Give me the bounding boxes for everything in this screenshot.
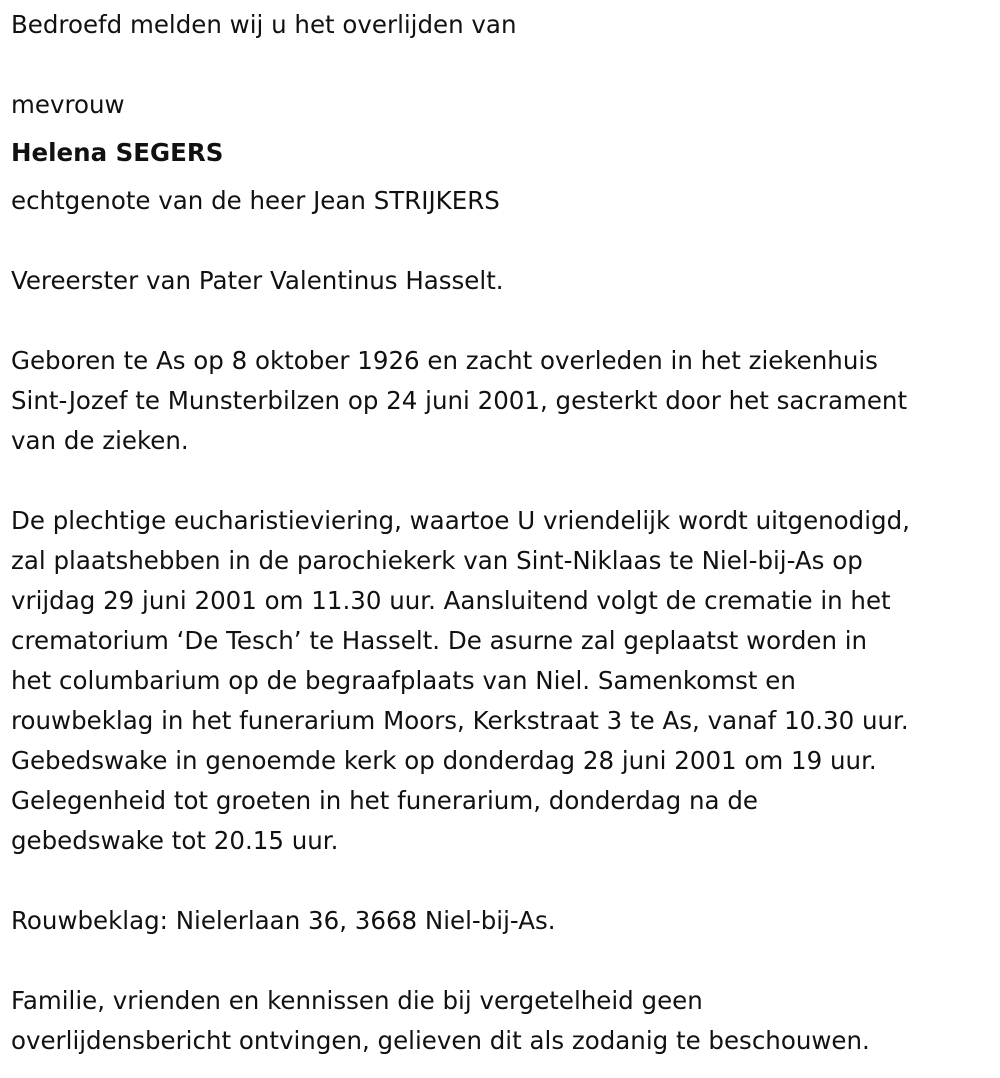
devotion-line: Vereerster van Pater Valentinus Hasselt. [11,266,504,295]
ceremony-line-1: De plechtige eucharistieviering, waartoe U vriendelijk wordt uitgenodigd, [11,506,910,535]
birth-death-line-3: van de zieken. [11,426,189,455]
title-prefix: mevrouw [11,90,125,119]
closing-line-2: overlijdensbericht ontvingen, gelieven dit als zodanig te beschouwen. [11,1026,870,1055]
intro-text: Bedroefd melden wij u het overlijden van [11,10,517,39]
ceremony-line-6: rouwbeklag in het funerarium Moors, Kerkstraat 3 te As, vanaf 10.30 uur. [11,706,909,735]
spouse-line: echtgenote van de heer Jean STRIJKERS [11,186,500,215]
deceased-name: Helena SEGERS [11,138,224,167]
ceremony-line-7: Gebedswake in genoemde kerk op donderdag 28 juni 2001 om 19 uur. [11,746,877,775]
closing-line-1: Familie, vrienden en kennissen die bij vergetelheid geen [11,986,703,1015]
ceremony-line-5: het columbarium op de begraafplaats van Niel. Samenkomst en [11,666,796,695]
birth-death-line-1: Geboren te As op 8 oktober 1926 en zacht overleden in het ziekenhuis [11,346,878,375]
ceremony-line-4: crematorium ‘De Tesch’ te Hasselt. De asurne zal geplaatst worden in [11,626,868,655]
ceremony-line-2: zal plaatshebben in de parochiekerk van Sint-Niklaas te Niel-bij-As op [11,546,863,575]
ceremony-line-9: gebedswake tot 20.15 uur. [11,826,339,855]
birth-death-line-2: Sint-Jozef te Munsterbilzen op 24 juni 2001, gesterkt door het sacrament [11,386,908,415]
condolence-address: Rouwbeklag: Nielerlaan 36, 3668 Niel-bij-As. [11,906,556,935]
ceremony-line-3: vrijdag 29 juni 2001 om 11.30 uur. Aansluitend volgt de crematie in het [11,586,891,615]
ceremony-line-8: Gelegenheid tot groeten in het funerarium, donderdag na de [11,786,758,815]
